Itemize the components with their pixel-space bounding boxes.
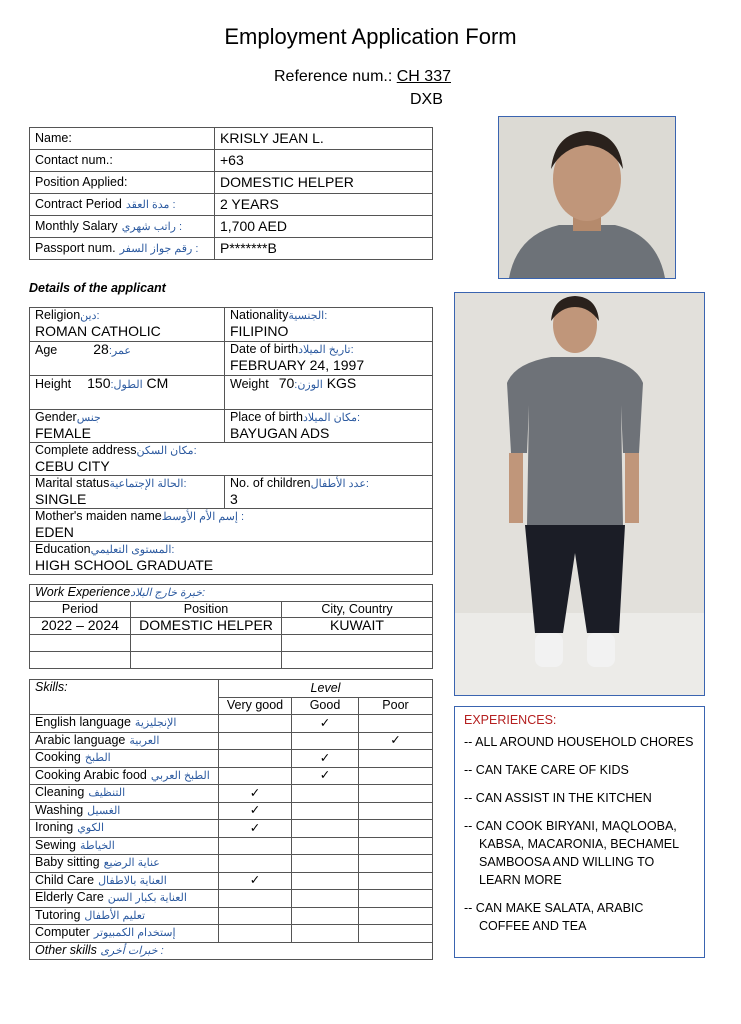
basic-label-cell [30,216,215,238]
nationality-cell [225,308,433,342]
weight-ar: الوزن: [294,379,323,391]
skill-level-mark [219,907,292,925]
skill-name-ar: الخياطة [80,839,115,852]
skill-level-mark [292,855,359,873]
skill-level-mark [359,802,433,820]
skill-level-mark [219,750,292,768]
gender-cell [30,410,225,443]
weight-value: 70 KGS [278,375,357,391]
basic-row [30,238,433,260]
skill-level-mark [359,925,433,943]
religion-label: Religion [35,308,81,322]
skill-name-cell [30,872,219,890]
other-skills-label: Other skills [35,942,97,957]
skills-heading: Skills: [30,680,219,715]
skill-name-cell [30,820,219,838]
address-cell [30,443,433,476]
skill-name: Sewing [35,837,76,852]
fullbody-image [455,293,704,695]
skill-name: Cleaning [35,785,85,800]
basic-value-cell: DOMESTIC HELPER [215,172,433,194]
basic-label: Contact num.: [35,152,113,167]
form-title: Employment Application Form [224,24,517,49]
work-cell [282,635,433,652]
skill-name: English language [35,715,131,730]
dob-label: Date of birth [230,342,299,356]
skill-name: Computer [35,925,90,940]
skill-name: Arabic language [35,732,126,747]
basic-value-cell: +63 [215,150,433,172]
skill-level-mark: ✓ [219,785,292,803]
skill-level-mark [219,837,292,855]
education-ar: المستوى التعليمي: [90,544,175,556]
work-header-location: City, Country [282,602,433,618]
level-good: Good [292,697,359,715]
basic-value-cell: P*******B [215,238,433,260]
other-skills-cell [30,942,433,960]
skill-name: Tutoring [35,907,81,922]
skill-row [30,802,433,820]
headshot-photo [498,116,676,279]
skill-name: Elderly Care [35,890,104,905]
skill-name: Child Care [35,872,95,887]
skill-name-cell [30,767,219,785]
skill-level-mark [219,890,292,908]
skill-name-cell [30,907,219,925]
pob-value: BAYUGAN ADS [230,425,330,441]
work-row [30,635,433,652]
skill-name-cell [30,785,219,803]
education-value: HIGH SCHOOL GRADUATE [35,557,214,573]
skill-row [30,925,433,943]
nationality-value: FILIPINO [230,323,289,339]
marital-label: Marital status [35,476,110,490]
children-ar: عدد الأطفال: [310,478,369,490]
skill-level-mark [292,907,359,925]
details-table [29,307,433,575]
basic-label-cell [30,238,215,260]
fullbody-photo [454,292,705,696]
work-table [29,584,433,669]
height-cell [30,376,225,410]
skill-name: Baby sitting [35,855,100,870]
marital-cell [30,476,225,509]
religion-cell [30,308,225,342]
gender-label: Gender [35,410,77,424]
basic-label: Position Applied: [35,174,128,189]
skill-name-ar: إستخدام الكمبيوتر [93,927,176,940]
mother-ar: إسم الأم الأوسط : [161,511,245,523]
experiences-heading: EXPERIENCES: [464,713,557,727]
basic-label-ar: مدة العقد : [125,198,176,211]
mother-label: Mother's maiden name [35,509,162,523]
marital-ar: الحالة الإجتماعية: [109,478,187,490]
skill-level-mark [359,855,433,873]
skill-name-ar: التنظيف [88,787,126,800]
work-header-position: Position [131,602,282,618]
basic-row [30,128,433,150]
experience-item: -- ALL AROUND HOUSEHOLD CHORES [464,735,694,749]
mother-cell [30,509,433,542]
skill-level-mark: ✓ [292,715,359,733]
work-cell [282,652,433,669]
skill-level-mark: ✓ [219,872,292,890]
skill-name-ar: عناية الرضيع [103,857,160,870]
work-row [30,618,433,635]
headshot-image [499,117,675,278]
nationality-label: Nationality [230,308,289,322]
height-value: 150 CM [87,375,169,391]
basic-value-cell: 2 YEARS [215,194,433,216]
skill-level-mark [292,785,359,803]
weight-label: Weight [230,377,269,391]
basic-row [30,150,433,172]
skill-level-mark: ✓ [359,732,433,750]
skill-name-cell [30,890,219,908]
experiences-box [454,706,705,958]
nationality-ar: الجنسية: [288,310,328,322]
skills-level-heading: Level [219,680,433,698]
basic-label-ar: راتب شهري : [121,220,183,233]
skill-level-mark: ✓ [292,767,359,785]
experience-item: -- CAN COOK BIRYANI, MAQLOOBA, KABSA, MACARONIA, BECHAMEL SAMBOOSA AND WILLING TO LEARN MORE [464,819,679,887]
skill-level-mark [359,750,433,768]
basic-row [30,194,433,216]
mother-value: EDEN [35,524,74,540]
skill-level-mark [292,802,359,820]
skill-row [30,820,433,838]
skill-level-mark [359,837,433,855]
skill-level-mark [292,837,359,855]
level-very-good: Very good [219,697,292,715]
experience-item: -- CAN MAKE SALATA, ARABIC COFFEE AND TEA [464,901,644,933]
basic-row [30,216,433,238]
skill-row [30,890,433,908]
basic-label-ar: رقم جواز السفر : [119,242,199,255]
education-cell [30,542,433,575]
children-label: No. of children [230,476,311,490]
experience-item: -- CAN ASSIST IN THE KITCHEN [464,791,652,805]
skill-row [30,907,433,925]
address-ar: مكان السكن: [136,445,197,457]
height-label: Height [35,377,72,391]
skill-name: Ironing [35,820,74,835]
children-value: 3 [230,491,238,507]
skill-name-ar: الإنجليزية [134,717,177,730]
skills-table [29,679,433,960]
gender-ar: جنس [76,412,101,424]
skill-row [30,855,433,873]
skill-row [30,837,433,855]
address-label: Complete address [35,443,137,457]
work-cell: 2022 – 2024 [30,618,131,635]
skill-level-mark [219,732,292,750]
pob-ar: مكان الميلاد: [302,412,361,424]
skill-level-mark [359,820,433,838]
work-cell [30,652,131,669]
work-cell: DOMESTIC HELPER [131,618,282,635]
work-header-period: Period [30,602,131,618]
basic-row [30,172,433,194]
skill-name-ar: تعليم الأطفال [84,909,146,922]
other-skills-ar: خبرات أخرى : [100,944,164,957]
skill-row [30,767,433,785]
age-cell [30,342,225,376]
skill-name-cell [30,837,219,855]
skill-level-mark [219,925,292,943]
experience-item: -- CAN TAKE CARE OF KIDS [464,763,629,777]
basic-info-table [29,127,433,260]
skill-level-mark [292,925,359,943]
skill-name-ar: الغسيل [87,804,121,817]
dob-value: FEBRUARY 24, 1997 [230,357,365,373]
basic-label: Name: [35,130,72,145]
work-heading: Work Experience [35,585,131,599]
skill-name-cell [30,750,219,768]
skill-row [30,732,433,750]
age-value: 28 [93,341,109,357]
work-heading-cell [30,585,433,602]
basic-label: Passport num. [35,240,116,255]
skill-name-cell [30,715,219,733]
skill-level-mark [219,715,292,733]
skill-name: Cooking [35,750,81,765]
skill-level-mark [359,890,433,908]
skill-name: Washing [35,802,84,817]
skill-level-mark [219,855,292,873]
reference-label: Reference num.: [274,68,397,85]
skill-level-mark [359,907,433,925]
skill-level-mark: ✓ [219,802,292,820]
skill-level-mark [359,872,433,890]
reference-value: CH 337 [396,68,451,85]
skill-level-mark [292,872,359,890]
pob-label: Place of birth [230,410,303,424]
skill-level-mark [292,732,359,750]
marital-value: SINGLE [35,491,87,507]
age-ar: عمر: [108,345,131,357]
skill-row [30,785,433,803]
skill-name-cell [30,802,219,820]
work-cell [131,652,282,669]
basic-label: Monthly Salary [35,218,118,233]
skill-level-mark [359,785,433,803]
skill-level-mark [359,767,433,785]
height-ar: الطول: [110,379,143,391]
skill-name-cell [30,855,219,873]
basic-label-cell [30,194,215,216]
skill-name-ar: العربية [129,734,160,747]
level-poor: Poor [359,697,433,715]
work-cell: KUWAIT [282,618,433,635]
skill-name-ar: الطبخ العربي [150,769,210,782]
work-cell [30,635,131,652]
basic-label: Contract Period [35,196,122,211]
skill-name-ar: الكوي [77,822,105,835]
dob-ar: تاريخ الميلاد: [298,344,354,356]
pob-cell [225,410,433,443]
skill-level-mark [292,820,359,838]
skill-level-mark [359,715,433,733]
skill-level-mark: ✓ [219,820,292,838]
education-label: Education [35,542,91,556]
reference-sub: DXB [410,91,443,108]
skill-name-ar: الطبخ [84,752,111,765]
religion-ar: دين: [80,310,100,322]
skill-row [30,750,433,768]
skill-row [30,872,433,890]
work-heading-ar: خبرة خارج البلاد: [130,587,206,599]
basic-label-cell [30,150,215,172]
basic-label-cell [30,172,215,194]
skill-level-mark [219,767,292,785]
reference-line [274,68,451,86]
basic-value-cell: KRISLY JEAN L. [215,128,433,150]
skill-level-mark [292,890,359,908]
work-cell [131,635,282,652]
details-heading: Details of the applicant [29,281,166,295]
skill-name-ar: العناية بالاطفال [98,874,167,887]
experiences-list [455,733,704,935]
skill-level-mark: ✓ [292,750,359,768]
skill-name-cell [30,732,219,750]
weight-cell [225,376,433,410]
dob-cell [225,342,433,376]
religion-value: ROMAN CATHOLIC [35,323,161,339]
skill-row [30,715,433,733]
skill-name: Cooking Arabic food [35,767,147,782]
address-value: CEBU CITY [35,458,110,474]
basic-value-cell: 1,700 AED [215,216,433,238]
gender-value: FEMALE [35,425,92,441]
skill-name-cell [30,925,219,943]
basic-label-cell [30,128,215,150]
work-row [30,652,433,669]
children-cell [225,476,433,509]
age-label: Age [35,343,58,357]
skill-name-ar: العناية بكبار السن [107,892,187,905]
